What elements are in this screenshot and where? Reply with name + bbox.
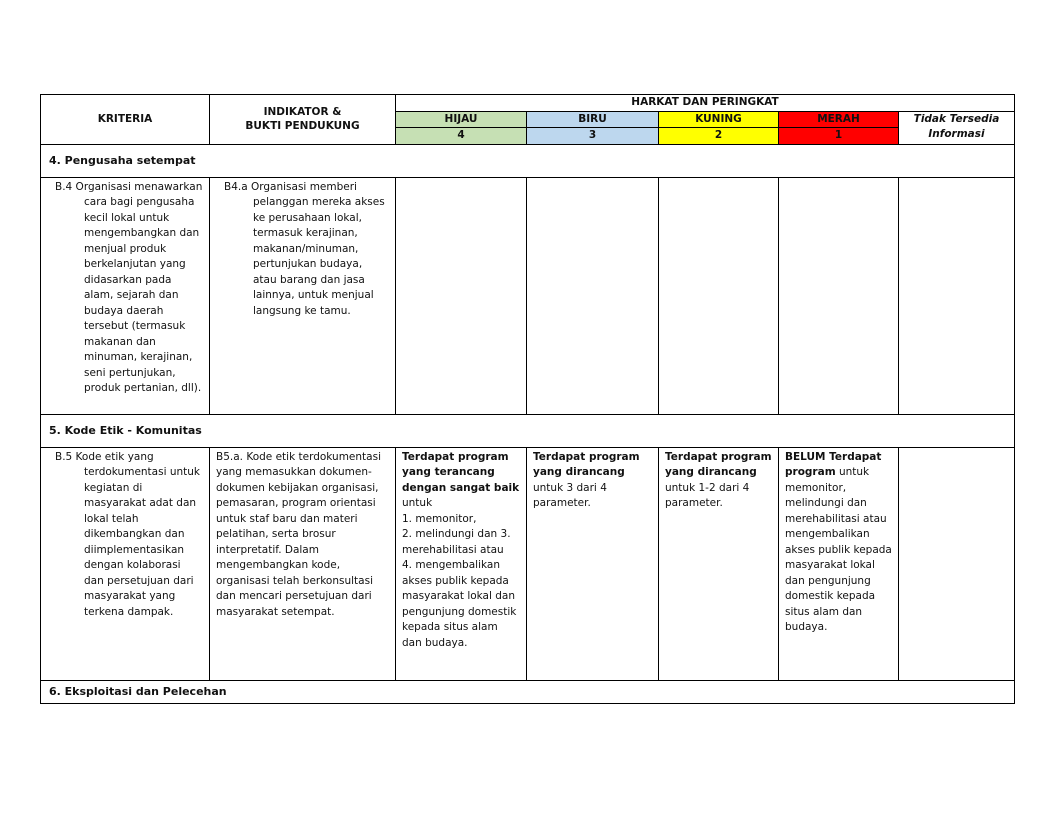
b5-kuning-cell: [659, 447, 779, 680]
b5-biru-bold: Terdapat program yang dirancang: [533, 450, 640, 478]
b4-tidak-cell: [899, 177, 1015, 414]
b5-hijau-bold: Terdapat program yang terancang dengan sangat baik: [402, 450, 520, 494]
b5-indikator-cell: [210, 447, 396, 680]
header-indikator-line2: BUKTI PENDUKUNG: [245, 120, 360, 133]
b5-kuning-bold: Terdapat program yang dirancang: [665, 450, 772, 478]
level-kuning-name: KUNING: [659, 111, 779, 128]
b4-indikator-cell: [210, 177, 396, 414]
b5-tidak-cell: [899, 447, 1015, 680]
b4-kriteria-cell: [41, 177, 210, 414]
level-biru-name: BIRU: [527, 111, 659, 128]
b5-kriteria-cell: [41, 447, 210, 680]
b4-kuning-cell: [659, 177, 779, 414]
b5-indikator-text: B5.a. Kode etik terdokumentasi yang memasukkan dokumen-dokumen kebijakan organisasi, pemasaran, program orientasi untuk staf baru dan materi pelatihan, serta brosur interpretatif. Dalam mengembangkan kode, organisasi telah berkonsultasi dan mencari persetujuan dari masyarakat setempat.: [216, 450, 381, 618]
b4-indikator-text: B4.a Organisasi memberi pelanggan mereka akses ke perusahaan lokal, termasuk kerajinan, makanan/minuman, pertunjukan budaya, atau barang dan jasa lainnya, untuk menjual langsung ke tamu.: [224, 180, 385, 317]
section-title-4: 4. Pengusaha setempat: [41, 144, 1015, 177]
b5-merah-cell: [779, 447, 899, 680]
header-indikator-line1: INDIKATOR &: [263, 106, 342, 119]
section-title-6: 6. Eksploitasi dan Pelecehan: [41, 680, 1015, 703]
b5-merah-rest: untuk memonitor, melindungi dan merehabilitasi atau mengembalikan akses publik kepada masyarakat lokal dan pengunjung domestik kepada situs alam dan budaya.: [785, 466, 892, 633]
b4-hijau-cell: [396, 177, 527, 414]
assessment-table: [40, 94, 1015, 704]
b4-biru-cell: [527, 177, 659, 414]
level-hijau-name: HIJAU: [396, 111, 527, 128]
b4-merah-cell: [779, 177, 899, 414]
b5-biru-cell: [527, 447, 659, 680]
b5-kriteria-text: B.5 Kode etik yang terdokumentasi untuk kegiatan di masyarakat adat dan lokal telah dikembangkan dan diimplementasikan dengan kolaborasi dan persetujuan dari masyarakat yang terkena dampak.: [55, 450, 200, 618]
header-indikator: [210, 95, 396, 145]
section-title-5: 5. Kode Etik - Komunitas: [41, 414, 1015, 447]
level-merah-score: 1: [779, 128, 899, 145]
b5-hijau-cell: [396, 447, 527, 680]
level-kuning-score: 2: [659, 128, 779, 145]
b5-kuning-rest: untuk 1-2 dari 4 parameter.: [665, 481, 750, 509]
b4-kriteria-text: B.4 Organisasi menawarkan cara bagi pengusaha kecil lokal untuk mengembangkan dan menjual produk berkelanjutan yang didasarkan pada alam, sejarah dan budaya daerah tersebut (termasuk makanan dan minuman, kerajinan, seni pertunjukan, produk pertanian, dll).: [55, 180, 203, 394]
b5-merah-bold: BELUM Terdapat program: [785, 450, 882, 478]
level-hijau-score: 4: [396, 128, 527, 145]
header-kriteria: KRITERIA: [41, 95, 210, 145]
b5-biru-rest: untuk 3 dari 4 parameter.: [533, 481, 607, 509]
level-biru-score: 3: [527, 128, 659, 145]
header-harkat: HARKAT DAN PERINGKAT: [396, 95, 1015, 112]
b5-hijau-rest: untuk 1. memonitor, 2. melindungi dan 3. merehabilitasi atau 4. mengembalikan akses publik kepada masyarakat lokal dan pengunjung domestik kepada situs alam dan budaya.: [402, 497, 517, 649]
level-merah-name: MERAH: [779, 111, 899, 128]
header-tidak-tersedia: Tidak Tersedia Informasi: [899, 111, 1015, 144]
